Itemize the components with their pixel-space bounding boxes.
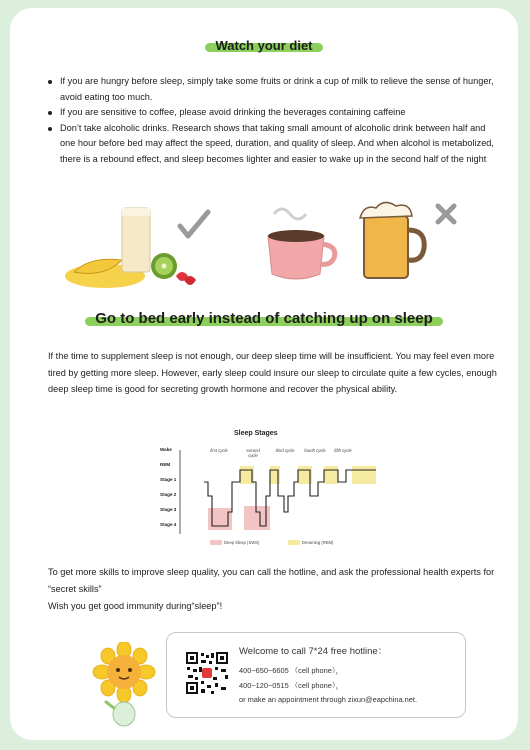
- skills-text: To get more skills to improve sleep quality, you can call the hotline, and ask the professional health experts for “secret skills”: [48, 567, 495, 594]
- check-icon: [180, 212, 208, 236]
- legend-swatch-deep-sleep: [210, 540, 222, 545]
- y-label: Stage 4: [160, 522, 177, 527]
- sleep-stages-chart: [160, 430, 382, 552]
- milk-fruit-illustration: [60, 198, 220, 290]
- appointment-email[interactable]: or make an appointment through zixun@eapchina.net.: [239, 695, 418, 704]
- coffee-beer-illustration: [264, 196, 464, 286]
- hotline-title: Welcome to call 7*24 free hotline：: [239, 646, 388, 657]
- cycle-label: third cycle: [275, 448, 295, 453]
- y-label: Stage 2: [160, 492, 177, 497]
- bullet-item: If you are hungry before sleep, simply take some fruits or drink a cup of milk to relieve the sense of hunger, avoid eating too much.: [46, 74, 498, 105]
- y-label: Wake: [160, 447, 172, 452]
- cycle-label: fourth cycle: [304, 448, 326, 453]
- heading-text: Go to bed early instead of catching up on sleep: [95, 310, 433, 327]
- wish-text: Wish you get good immunity during“sleep”!: [48, 601, 223, 611]
- bullet-item: Don’t take alcoholic drinks. Research shows that taking small amount of alcoholic drink between half and one hour before bed may affect the speed, duration, and quality of sleep. And when alcohol is metabolized, there is a rebound effect, and sleep becomes lighter and easier to wake up in the second half of the night: [46, 121, 498, 168]
- rem-band: [324, 466, 338, 484]
- cycle-label: fifth cycle: [334, 448, 352, 453]
- hotline-box: [166, 632, 466, 718]
- cycle-label: first cycle: [210, 448, 228, 453]
- poster-page: [10, 8, 518, 740]
- rem-band: [352, 466, 376, 484]
- chart-title: Sleep Stages: [234, 430, 278, 437]
- y-label: Stage 1: [160, 477, 177, 482]
- sunflower-mascot: [92, 642, 156, 728]
- sleep-paragraph: If the time to supplement sleep is not enough, our deep sleep time will be insufficient. You may feel even more tired by getting more sleep. However, early sleep could insure our sleep to circulate quite a few cycles, enough deep sleep time is good for secreting growth hormone and recover the physical ability.: [48, 351, 497, 394]
- y-label: Stage 3: [160, 507, 177, 512]
- section-heading-diet: [10, 38, 518, 53]
- diet-bullet-list: [46, 74, 498, 167]
- bullet-item: If you are sensitive to coffee, please avoid drinking the beverages containing caffeine: [46, 105, 498, 121]
- legend-swatch-rem: [288, 540, 300, 545]
- phone-number-1[interactable]: 400−650−6605 （cell phone），: [239, 666, 343, 675]
- legend-label: Dreaming (REM): [302, 540, 334, 545]
- phone-number-2[interactable]: 400−120−0515 （cell phone），: [239, 681, 343, 690]
- cross-icon: [438, 206, 454, 222]
- y-label: REM: [160, 462, 171, 467]
- cycle-label: second cycle: [246, 448, 260, 458]
- section-heading-bed-early: [10, 310, 518, 327]
- qr-code-icon[interactable]: [185, 651, 229, 695]
- heading-text: Watch your diet: [215, 38, 313, 53]
- legend-label: Deep Sleep (SWS): [224, 540, 260, 545]
